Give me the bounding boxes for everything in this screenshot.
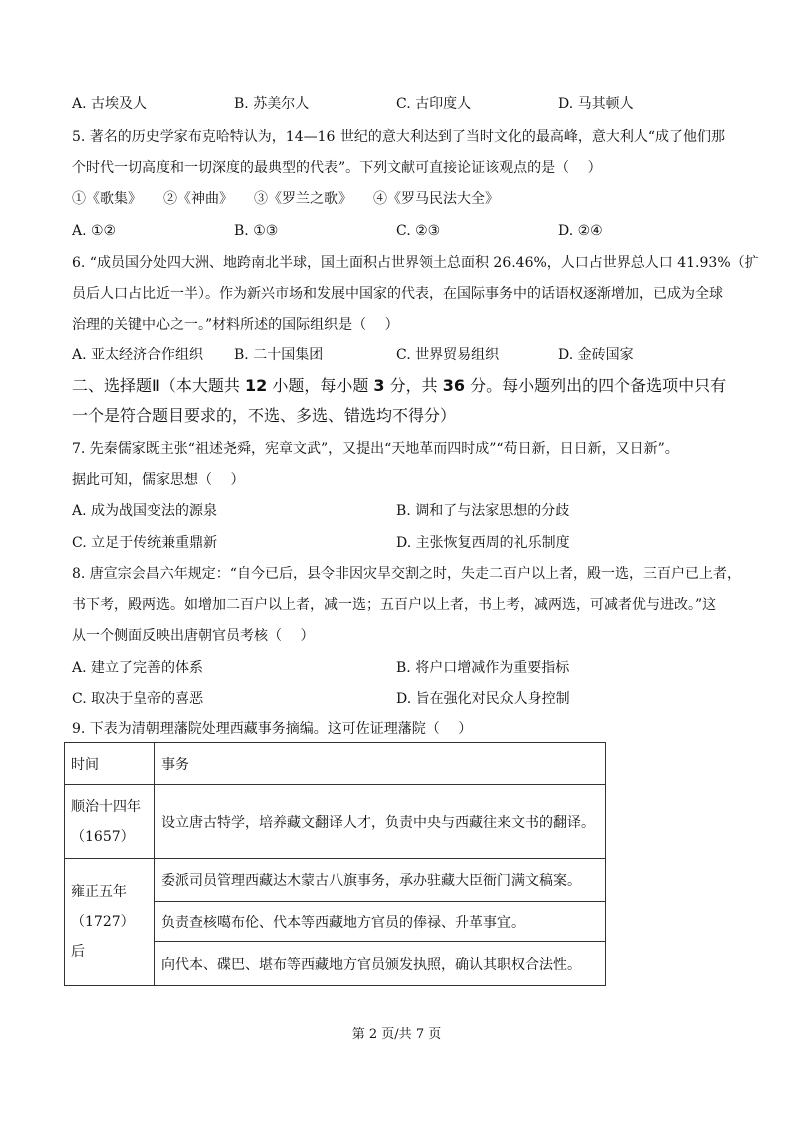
- q4-option-c[interactable]: C. 古印度人: [396, 96, 472, 112]
- q8-stem-line2: 书下考，殿两选。如增加二百户以上者，减一选；五百户以上者，书上考，减两选，可减者优与进改。”这: [72, 597, 717, 613]
- table-row: [65, 785, 606, 859]
- section-2-pre: 二、选择题Ⅱ（本大题共: [72, 376, 245, 395]
- q8-stem-line3: 从一个侧面反映出唐朝官员考核（ ）: [72, 628, 315, 644]
- section-2-heading-line2: 一个是符合题目要求的，不选、多选、错选均不得分）: [72, 406, 457, 425]
- section-2-heading-line1: [72, 374, 726, 398]
- section-2-total: 36: [442, 376, 466, 395]
- q4-options: [72, 94, 732, 114]
- time-year: （1657）: [71, 828, 135, 845]
- q5-options: [72, 221, 732, 241]
- q6-stem-line2: 员后人口占比近一半）。作为新兴市场和发展中国家的代表，在国际事务中的话语权逐渐增加，已成为全球: [72, 286, 723, 302]
- time-label: 顺治十四年: [71, 798, 141, 815]
- q8-options-row1: [72, 658, 732, 678]
- q6-options: [72, 345, 732, 365]
- table-cell-affair: 设立唐古特学，培养藏文翻译人才，负责中央与西藏往来文书的翻译。: [155, 785, 606, 859]
- time-label: 雍正五年: [71, 884, 127, 900]
- table-header-affair: 事务: [155, 743, 606, 785]
- q8-option-c[interactable]: C. 取决于皇帝的喜恶: [72, 691, 204, 707]
- q9-affairs-table: [64, 742, 606, 986]
- q7-stem-line2: 据此可知，儒家思想（ ）: [72, 472, 245, 488]
- q7-option-c[interactable]: C. 立足于传统兼重鼎新: [72, 535, 218, 551]
- q8-options-row2: [72, 689, 732, 709]
- section-2-score: 3: [373, 376, 385, 395]
- q9-stem-line1: 9. 下表为清朝理藩院处理西藏事务摘编。这可佐证理藩院（ ）: [72, 721, 473, 737]
- q6-stem-line1: 6. “成员国分处四大洲、地跨南北半球，国土面积占世界领土总面积 26.46%，人口占世界总人口 41.93%（扩: [72, 255, 759, 271]
- q8-option-b[interactable]: B. 将户口增减作为重要指标: [396, 660, 570, 676]
- q6-stem-line3: 治理的关键中心之一。”材料所述的国际组织是（ ）: [72, 317, 399, 333]
- q8-option-a[interactable]: A. 建立了完善的体系: [72, 660, 204, 676]
- q5-option-a[interactable]: A. ①②: [72, 223, 117, 239]
- table-cell-affair: 负责查核噶布伦、代本等西藏地方官员的俸禄、升革事宜。: [155, 902, 606, 942]
- section-2-count: 12: [244, 376, 268, 395]
- table-cell-affair: 委派司员管理西藏达木蒙古八旗事务，承办驻藏大臣衙门满文稿案。: [155, 859, 606, 902]
- section-2-post: 分。每小题列出的四个备选项中只有: [465, 376, 727, 395]
- q5-option-b[interactable]: B. ①③: [234, 223, 279, 239]
- table-row: [65, 859, 606, 902]
- q7-option-b[interactable]: B. 调和了与法家思想的分歧: [396, 503, 570, 519]
- q6-option-a[interactable]: A. 亚太经济合作组织: [72, 347, 204, 363]
- q8-option-d[interactable]: D. 旨在强化对民众人身控制: [396, 691, 570, 707]
- table-header-row: [65, 743, 606, 785]
- q7-option-a[interactable]: A. 成为战国变法的源泉: [72, 503, 218, 519]
- table-header-time: 时间: [65, 743, 155, 785]
- table-cell-affair: 向代本、碟巴、堪布等西藏地方官员颁发执照，确认其职权合法性。: [155, 942, 606, 986]
- section-2-mid2: 分，共: [384, 376, 443, 395]
- q7-options-row2: [72, 533, 732, 553]
- q7-option-d[interactable]: D. 主张恢复西周的礼乐制度: [396, 535, 570, 551]
- q4-option-a[interactable]: A. 古埃及人: [72, 96, 148, 112]
- q6-option-c[interactable]: C. 世界贸易组织: [396, 347, 500, 363]
- q5-items: ①《歌集》 ②《神曲》 ③《罗兰之歌》 ④《罗马民法大全》: [72, 191, 499, 207]
- q5-stem-line1: 5. 著名的历史学家布克哈特认为，14—16 世纪的意大利达到了当时文化的最高峰，意大利人“成了他们那: [72, 129, 726, 145]
- time-year: （1727）后: [71, 914, 135, 960]
- q4-option-b[interactable]: B. 苏美尔人: [234, 96, 310, 112]
- q8-stem-line1: 8. 唐宣宗会昌六年规定：“自今已后，县令非因灾旱交割之时，失走二百户以上者，殿一选，三百户已上者，: [72, 566, 741, 582]
- q6-option-d[interactable]: D. 金砖国家: [558, 347, 634, 363]
- page-footer: 第 2 页/共 7 页: [351, 1027, 442, 1042]
- table-cell-time: [65, 785, 155, 859]
- section-2-mid: 小题，每小题: [267, 376, 374, 395]
- q6-option-b[interactable]: B. 二十国集团: [234, 347, 324, 363]
- q7-stem-line1: 7. 先秦儒家既主张“祖述尧舜，宪章文武”，又提出“天地革而四时成”“苟日新，日日新，又日新”。: [72, 441, 679, 457]
- q5-stem-line2: 个时代一切高度和一切深度的最典型的代表”。下列文献可直接论证该观点的是（ ）: [72, 160, 602, 176]
- q5-option-d[interactable]: D. ②④: [558, 223, 603, 239]
- q5-option-c[interactable]: C. ②③: [396, 223, 441, 239]
- q7-options-row1: [72, 501, 732, 521]
- table-cell-time: [65, 859, 155, 986]
- q4-option-d[interactable]: D. 马其顿人: [558, 96, 634, 112]
